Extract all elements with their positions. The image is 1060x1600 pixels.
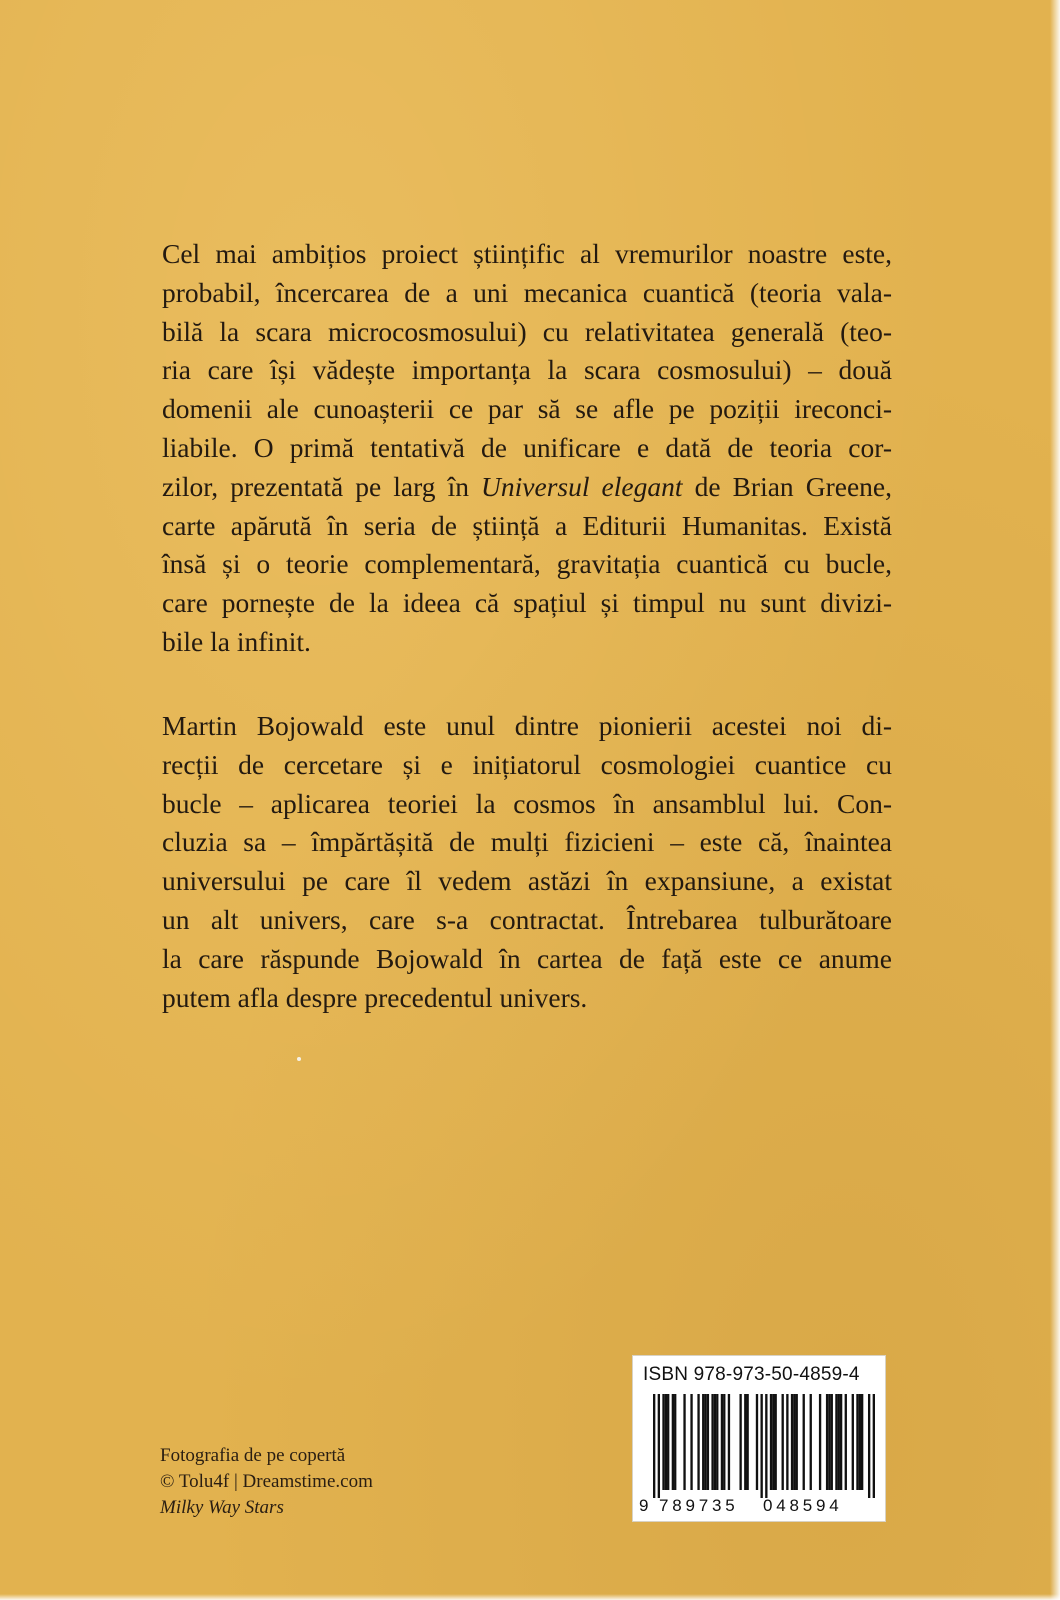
text-line: cluzia sa – împărtășită de mulți fizicieni – este că, înaintea xyxy=(162,826,892,858)
barcode-bar xyxy=(826,1394,828,1490)
barcode-bar xyxy=(690,1394,692,1490)
isbn-number: ISBN 978-973-50-4859-4 xyxy=(643,1364,860,1385)
barcode-bar xyxy=(856,1394,858,1490)
barcode-bar xyxy=(859,1394,861,1490)
barcode-bar xyxy=(791,1394,793,1490)
text-line: putem afla despre precedentul univers. xyxy=(162,981,588,1013)
barcode-bar xyxy=(716,1394,718,1490)
barcode-bar xyxy=(810,1394,812,1490)
barcode-bar xyxy=(786,1394,788,1490)
text-line: ria care își vădește importanța la scara cosmosului) – două xyxy=(162,354,892,386)
barcode-bar xyxy=(775,1394,777,1490)
barcode-bar xyxy=(746,1394,748,1490)
barcode-bar xyxy=(683,1394,685,1490)
barcode-bar xyxy=(756,1394,758,1490)
barcode-bar xyxy=(840,1394,842,1490)
text-line: la care răspunde Bojowald în cartea de față este ce anume xyxy=(162,942,892,974)
text-line: bucle – aplicarea teoriei la cosmos în ansamblul lui. Con- xyxy=(162,787,892,819)
barcode-bar xyxy=(803,1394,805,1490)
barcode-bar xyxy=(845,1394,847,1490)
barcode-bar xyxy=(770,1394,772,1490)
barcode-bar xyxy=(711,1394,713,1490)
barcode-bar xyxy=(861,1394,863,1490)
ean-digits xyxy=(639,1496,879,1516)
text-segment: de Brian Greene, xyxy=(682,470,893,502)
text-line: universului pe care îl vedem astăzi în expansiune, a existat xyxy=(162,865,892,897)
barcode-bar xyxy=(665,1394,667,1490)
text-line: carte apărută în seria de știință a Editurii Humanitas. Există xyxy=(162,509,892,541)
text-line-with-book-title xyxy=(162,468,892,507)
text-line: un alt univers, care s-a contractat. Întrebarea tulburătoare xyxy=(162,903,892,935)
credits-caption: Fotografia de pe copertă xyxy=(160,1445,346,1466)
ean-left-group: 789735 xyxy=(659,1496,739,1515)
barcode-bar xyxy=(714,1394,716,1490)
barcode-bar xyxy=(838,1394,840,1490)
barcode-bar xyxy=(728,1394,730,1490)
barcode-bars xyxy=(653,1394,875,1498)
barcode-guard-bar xyxy=(653,1394,655,1498)
barcode-bar xyxy=(707,1394,709,1490)
barcode-bar xyxy=(828,1394,830,1490)
paper-speck xyxy=(297,1057,301,1061)
barcode-bar xyxy=(704,1394,706,1490)
text-line: Cel mai ambițios proiect științific al vremurilor noastre este, xyxy=(162,238,892,269)
barcode-guard-bar xyxy=(760,1394,762,1498)
barcode-bar xyxy=(744,1394,746,1490)
barcode-guard-bar xyxy=(765,1394,767,1498)
text-line: bile la infinit. xyxy=(162,625,311,657)
text-line: bilă la scara microcosmosului) cu relativitatea generală (teo- xyxy=(162,315,892,347)
text-line: recții de cercetare și e inițiatorul cosmologiei cuantice cu xyxy=(162,748,892,780)
barcode-bar xyxy=(702,1394,704,1490)
text-segment: zilor, prezentată pe larg în xyxy=(162,470,482,502)
barcode-bar xyxy=(782,1394,784,1490)
barcode-bar xyxy=(721,1394,723,1490)
barcode-bar xyxy=(739,1394,741,1490)
text-line: însă și o teorie complementară, gravitația cuantică cu bucle, xyxy=(162,548,892,580)
ean-right-group: 048594 xyxy=(763,1496,843,1515)
description-paragraph-1 xyxy=(162,235,892,662)
barcode-guard-bar xyxy=(868,1394,870,1498)
page-edge-right xyxy=(1050,0,1060,1600)
barcode-bar xyxy=(793,1394,795,1490)
text-line: liabile. O primă tentativă de unificare e dată de teoria cor- xyxy=(162,431,892,463)
barcode-bar xyxy=(674,1394,676,1490)
photo-credits xyxy=(160,1443,373,1521)
barcode-guard-bar xyxy=(658,1394,660,1498)
ean-first-digit: 9 xyxy=(639,1496,649,1515)
barcode-bar xyxy=(819,1394,821,1490)
text-line: domenii ale cunoașterii ce par să se afle pe poziții ireconci- xyxy=(162,393,892,425)
credits-photo-title: Milky Way Stars xyxy=(160,1497,284,1518)
credits-copyright: © Tolu4f | Dreamstime.com xyxy=(160,1471,373,1492)
barcode-bar xyxy=(852,1394,854,1490)
barcode-bar xyxy=(667,1394,669,1490)
barcode-bar xyxy=(697,1394,699,1490)
barcode-bar xyxy=(723,1394,725,1490)
barcode-bar xyxy=(796,1394,798,1490)
page-edge-bottom xyxy=(0,1594,1060,1600)
book-title-universul-elegant: Universul elegant xyxy=(481,470,683,502)
isbn-barcode-label xyxy=(632,1355,886,1522)
barcode-bar xyxy=(831,1394,833,1490)
barcode-bar xyxy=(672,1394,674,1490)
barcode-bar xyxy=(662,1394,664,1490)
barcode-guard-bar xyxy=(873,1394,875,1498)
text-line: care pornește de la ideea că spațiul și timpul nu sunt divizi- xyxy=(162,587,892,619)
barcode-bar xyxy=(835,1394,837,1490)
text-line: Martin Bojowald este unul dintre pionierii acestei noi di- xyxy=(162,710,892,741)
barcode-bar xyxy=(772,1394,774,1490)
description-paragraph-2 xyxy=(162,707,892,1017)
text-line: probabil, încercarea de a uni mecanica cuantică (teoria vala- xyxy=(162,276,892,308)
